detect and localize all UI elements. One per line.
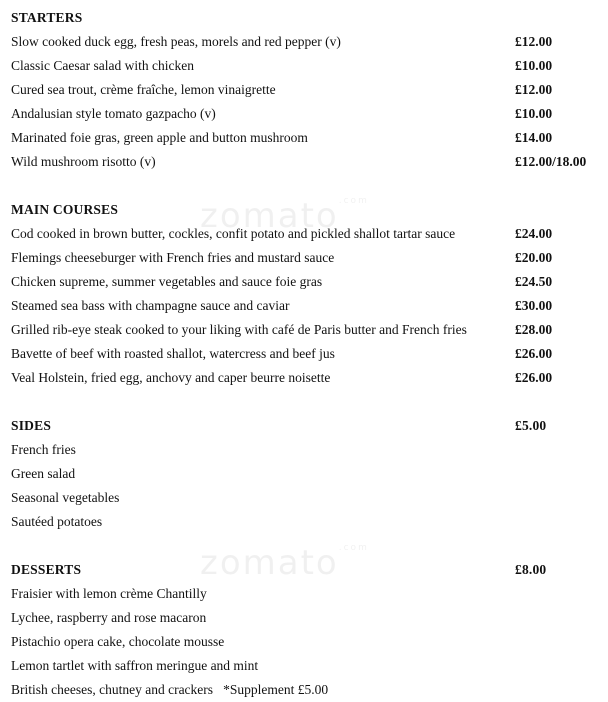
starters-heading: STARTERS — [11, 10, 83, 25]
item-name: Cod cooked in brown butter, cockles, confit potato and pickled shallot tartar sauce — [11, 226, 456, 241]
menu-item — [11, 246, 601, 270]
item-price: £12.00 — [515, 82, 553, 97]
watermark-suffix: .com — [338, 543, 369, 553]
item-name: Cured sea trout, crème fraîche, lemon vinaigrette — [11, 82, 276, 97]
watermark-text: zomato — [200, 196, 339, 236]
mains-heading: MAIN COURSES — [11, 202, 119, 217]
menu-item: French fries — [11, 442, 76, 457]
menu-item — [11, 150, 601, 174]
desserts-price: £8.00 — [515, 562, 547, 577]
item-price: £26.00 — [515, 370, 553, 385]
menu-item: Lychee, raspberry and rose macaron — [11, 610, 207, 625]
item-price: £28.00 — [515, 322, 553, 337]
sides-heading — [11, 414, 601, 438]
item-price: £12.00 — [515, 34, 553, 49]
sides-title: SIDES — [11, 418, 52, 433]
item-name: Marinated foie gras, green apple and button mushroom — [11, 130, 308, 145]
item-price: £30.00 — [515, 298, 553, 313]
item-name: Bavette of beef with roasted shallot, watercress and beef jus — [11, 346, 335, 361]
menu-item: Lemon tartlet with saffron meringue and mint — [11, 658, 259, 673]
starters-section — [11, 6, 601, 174]
mains-section — [11, 198, 601, 390]
item-price: £24.00 — [515, 226, 553, 241]
item-name: Wild mushroom risotto (v) — [11, 154, 156, 169]
item-name: Chicken supreme, summer vegetables and sauce foie gras — [11, 274, 323, 289]
menu-item: Sautéed potatoes — [11, 514, 103, 529]
menu-item — [11, 222, 601, 246]
item-name: Slow cooked duck egg, fresh peas, morels and red pepper (v) — [11, 34, 341, 49]
menu-item — [11, 366, 601, 390]
item-price: £26.00 — [515, 346, 553, 361]
menu-item: British cheeses, chutney and crackers *Supplement £5.00 — [11, 682, 329, 697]
item-name: Veal Holstein, fried egg, anchovy and caper beurre noisette — [11, 370, 331, 385]
watermark-suffix: .com — [338, 196, 369, 206]
menu-item — [11, 30, 601, 54]
menu-item — [11, 102, 601, 126]
item-name: Flemings cheeseburger with French fries and mustard sauce — [11, 250, 335, 265]
item-price: £24.50 — [515, 274, 553, 289]
desserts-heading — [11, 558, 601, 582]
item-name: Andalusian style tomato gazpacho (v) — [11, 106, 216, 121]
item-price: £12.00/18.00 — [515, 154, 587, 169]
sides-section — [11, 414, 601, 534]
item-name: Grilled rib-eye steak cooked to your liking with café de Paris butter and French fries — [11, 322, 467, 337]
menu-item — [11, 78, 601, 102]
desserts-section — [11, 558, 601, 702]
sides-price: £5.00 — [515, 418, 547, 433]
item-name: Classic Caesar salad with chicken — [11, 58, 194, 73]
item-price: £14.00 — [515, 130, 553, 145]
menu-item — [11, 294, 601, 318]
item-price: £20.00 — [515, 250, 553, 265]
menu-item: Green salad — [11, 466, 76, 481]
menu-item — [11, 342, 601, 366]
menu-item — [11, 126, 601, 150]
item-price: £10.00 — [515, 58, 553, 73]
menu-item: Pistachio opera cake, chocolate mousse — [11, 634, 225, 649]
menu-item — [11, 54, 601, 78]
menu-item — [11, 318, 601, 342]
menu-item — [11, 270, 601, 294]
desserts-title: DESSERTS — [11, 562, 82, 577]
menu-item: Seasonal vegetables — [11, 490, 120, 505]
watermark-text: zomato — [200, 543, 339, 583]
item-price: £10.00 — [515, 106, 553, 121]
item-name: Steamed sea bass with champagne sauce and caviar — [11, 298, 290, 313]
menu-item: Fraisier with lemon crème Chantilly — [11, 586, 207, 601]
